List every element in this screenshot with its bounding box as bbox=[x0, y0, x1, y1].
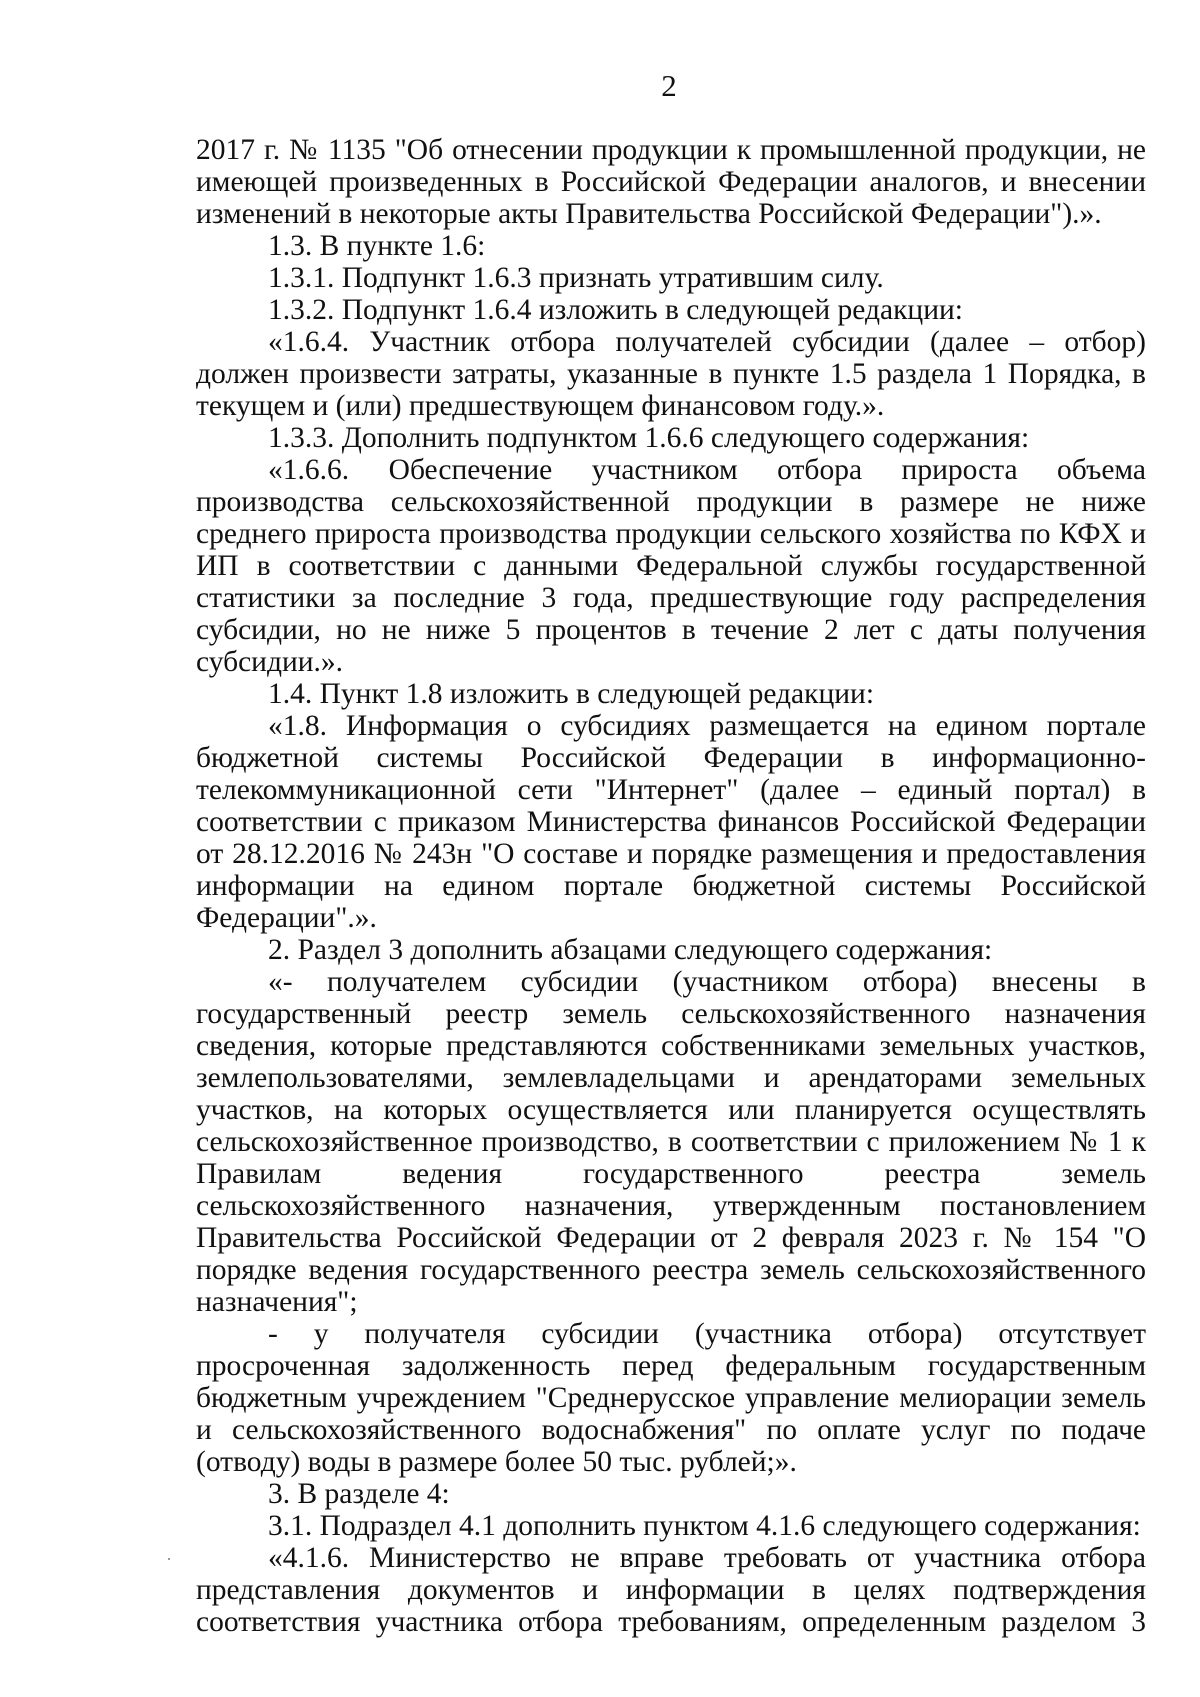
page-number: 2 bbox=[661, 68, 677, 103]
paragraph-quote-section-3-a: «- получателем субсидии (участником отбора) внесены в государственный реестр земель сельскохозяйственного назначения сведения, которые представляются собственниками земельных участков, землепользователями, землевладельцами и арендаторами земельных участков, на которых осуществляется или планируется осуществлять сельскохозяйственное производство, в соответствии с приложением № 1 к Правилам ведения государственного реестра земель сельскохозяйственного назначения, утвержденным постановлением Правительства Российской Федерации от 2 февраля 2023 г. № 154 "О порядке ведения государственного реестра земель сельскохозяйственного назначения"; bbox=[196, 966, 1146, 1318]
paragraph-quote-1-6-4: «1.6.4. Участник отбора получателей субсидии (далее – отбор) должен произвести затраты, указанные в пункте 1.5 раздела 1 Порядка, в текущем и (или) предшествующем финансовом году.». bbox=[196, 326, 1146, 422]
paragraph-quote-section-3-b: - у получателя субсидии (участника отбора) отсутствует просроченная задолженность перед федеральным государственным бюджетным учреждением "Среднерусское управление мелиорации земель и сельскохозяйственного водоснабжения" по оплате услуг по подаче (отводу) воды в размере более 50 тыс. рублей;». bbox=[196, 1318, 1146, 1478]
paragraph-item-1-3-2: 1.3.2. Подпункт 1.6.4 изложить в следующей редакции: bbox=[268, 294, 963, 326]
scan-speck bbox=[168, 1558, 170, 1560]
paragraph-item-1-3-3: 1.3.3. Дополнить подпунктом 1.6.6 следующего содержания: bbox=[268, 422, 1030, 454]
paragraph-item-2: 2. Раздел 3 дополнить абзацами следующего содержания: bbox=[268, 934, 993, 966]
paragraph-quote-1-6-6: «1.6.6. Обеспечение участником отбора прироста объема производства сельскохозяйственной продукции в размере не ниже среднего прироста производства продукции сельского хозяйства по КФХ и ИП в соответствии с данными Федеральной службы государственной статистики за последние 3 года, предшествующие году распределения субсидии, но не ниже 5 процентов в течение 2 лет с даты получения субсидии.». bbox=[196, 454, 1146, 678]
paragraph-item-3: 3. В разделе 4: bbox=[268, 1478, 450, 1510]
paragraph-item-1-3-1: 1.3.1. Подпункт 1.6.3 признать утратившим силу. bbox=[268, 262, 884, 294]
document-body bbox=[196, 134, 1146, 1638]
paragraph-item-1-3: 1.3. В пункте 1.6: bbox=[268, 230, 486, 262]
paragraph-quote-1-8: «1.8. Информация о субсидиях размещается на едином портале бюджетной системы Российской Федерации в информационно-телекоммуникационной сети "Интернет" (далее – единый портал) в соответствии с приказом Министерства финансов Российской Федерации от 28.12.2016 № 243н "О составе и порядке размещения и предоставления информации на едином портале бюджетной системы Российской Федерации".». bbox=[196, 710, 1146, 934]
paragraph-quote-4-1-6: «4.1.6. Министерство не вправе требовать от участника отбора представления документов и информации в целях подтверждения соответствия участника отбора требованиям, определенным разделом 3 bbox=[196, 1542, 1146, 1638]
paragraph-item-3-1: 3.1. Подраздел 4.1 дополнить пунктом 4.1.6 следующего содержания: bbox=[268, 1510, 1141, 1542]
paragraph-item-1-4: 1.4. Пункт 1.8 изложить в следующей редакции: bbox=[268, 678, 875, 710]
paragraph-continuation: 2017 г. № 1135 "Об отнесении продукции к промышленной продукции, не имеющей произведенных в Российской Федерации аналогов, и внесении изменений в некоторые акты Правительства Российской Федерации").». bbox=[196, 134, 1146, 230]
